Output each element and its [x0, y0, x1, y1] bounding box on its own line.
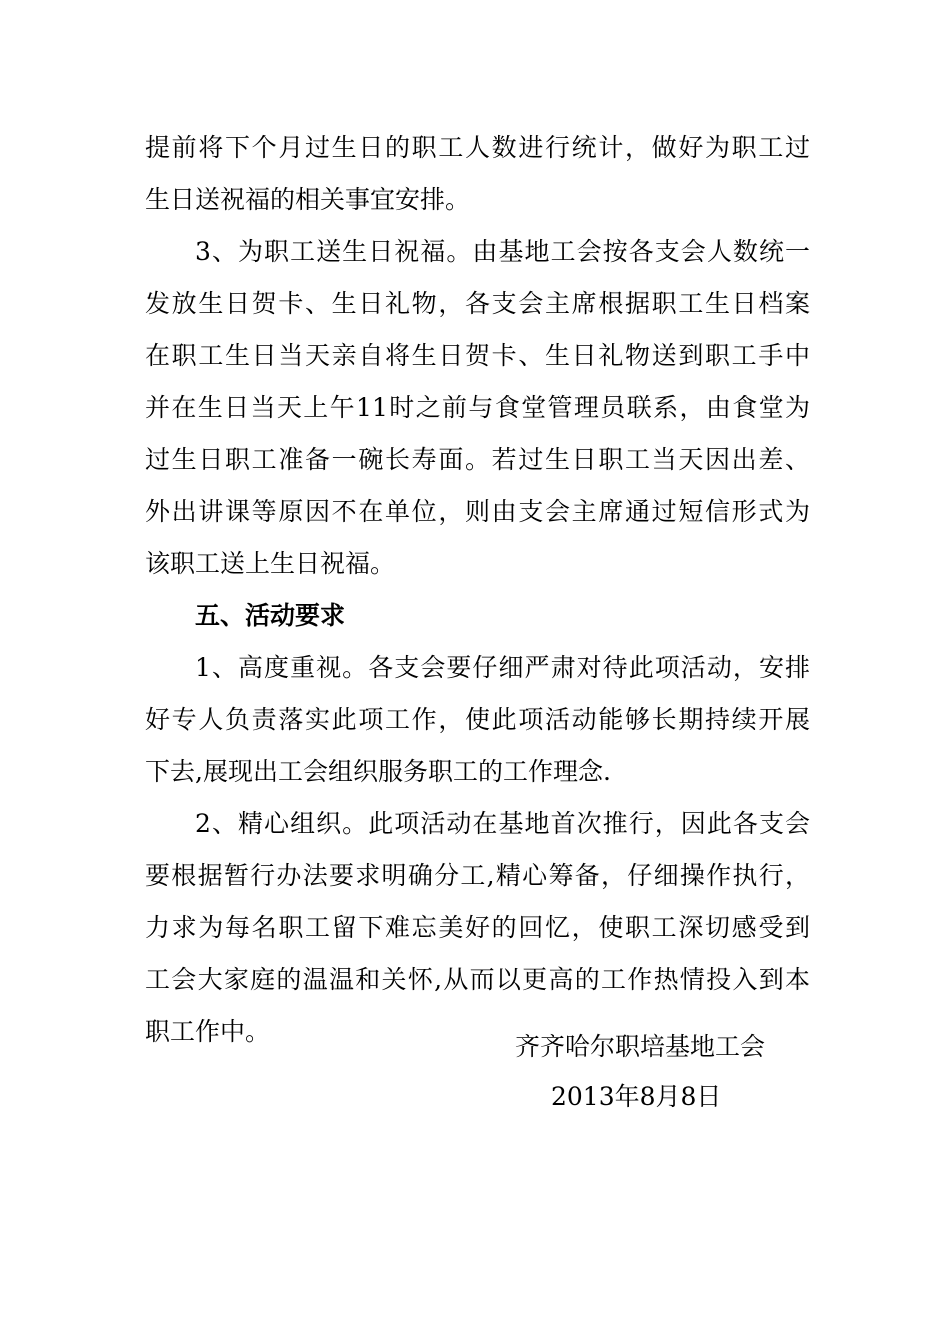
- para-3-line-6: 外出讲课等原因不在单位，则由支会主席通过短信形式为: [145, 497, 810, 526]
- req-2-line-2: 要根据暂行办法要求明确分工,精心筹备，仔细操作执行，: [145, 861, 810, 890]
- para-3-line-4: 并在生日当天上午11时之前与食堂管理员联系，由食堂为: [145, 393, 810, 422]
- para-3-line-1: 3、为职工送生日祝福。由基地工会按各支会人数统一: [195, 237, 810, 266]
- req-2-line-1: 2、精心组织。此项活动在基地首次推行，因此各支会: [195, 809, 810, 838]
- req-1-line-2: 好专人负责落实此项工作，使此项活动能够长期持续开展: [145, 705, 810, 734]
- req-2-line-4: 工会大家庭的温温和关怀,从而以更高的工作热情投入到本: [145, 965, 810, 994]
- signature-org: 齐齐哈尔职培基地工会: [515, 1032, 766, 1061]
- para-3-line-5: 过生日职工准备一碗长寿面。若过生日职工当天因出差、: [145, 445, 810, 474]
- para-cont-line-2: 生日送祝福的相关事宜安排。: [145, 185, 471, 214]
- para-3-line-2: 发放生日贺卡、生日礼物，各支会主席根据职工生日档案: [145, 289, 810, 318]
- para-3-line-3: 在职工生日当天亲自将生日贺卡、生日礼物送到职工手中: [145, 341, 810, 370]
- req-1-line-1: 1、高度重视。各支会要仔细严肃对待此项活动，安排: [195, 653, 810, 682]
- para-cont-line-1: 提前将下个月过生日的职工人数进行统计，做好为职工过: [145, 133, 810, 162]
- req-2-line-3: 力求为每名职工留下难忘美好的回忆，使职工深切感受到: [145, 913, 810, 942]
- req-1-line-3: 下去,展现出工会组织服务职工的工作理念.: [145, 757, 611, 786]
- section-5-heading: 五、活动要求: [195, 601, 346, 630]
- req-2-line-5: 职工作中。: [145, 1017, 271, 1046]
- para-3-line-7: 该职工送上生日祝福。: [145, 549, 396, 578]
- signature-date: 2013年8月8日: [551, 1082, 722, 1111]
